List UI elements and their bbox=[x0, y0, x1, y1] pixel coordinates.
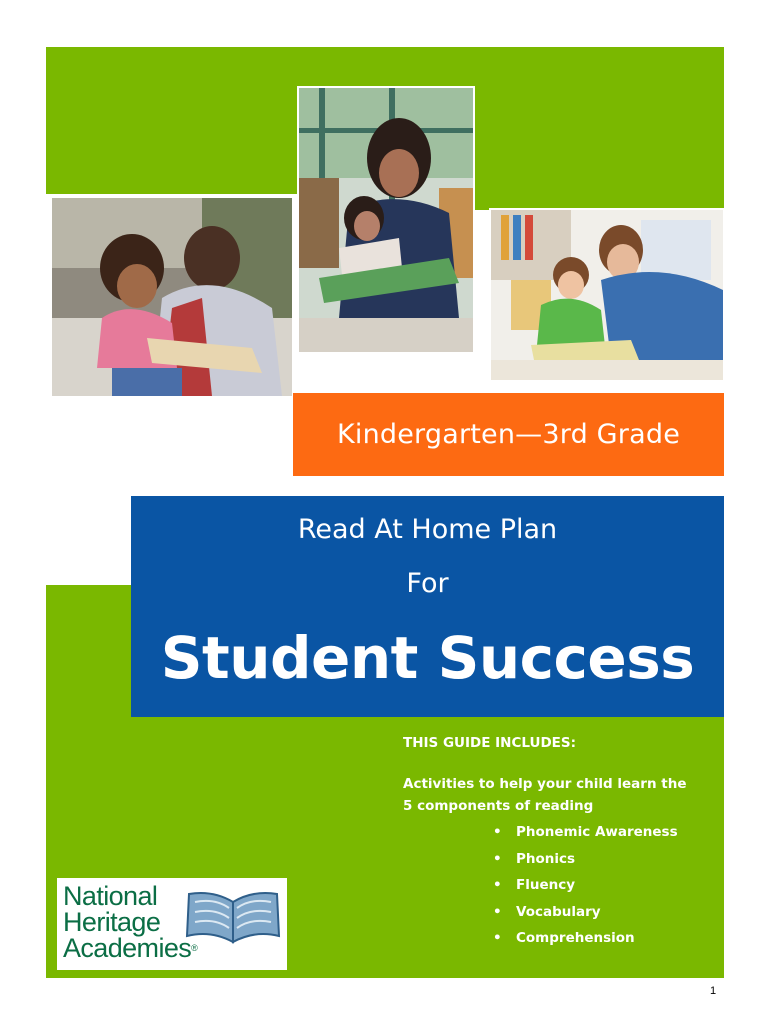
logo-wordmark bbox=[63, 883, 197, 961]
list-item: • Vocabulary bbox=[493, 899, 713, 926]
guide-heading: THIS GUIDE INCLUDES: bbox=[403, 735, 577, 751]
registered-mark: ® bbox=[191, 943, 198, 953]
reading-components-list bbox=[403, 819, 713, 952]
guide-intro: Activities to help your child learn the 5 components of reading bbox=[403, 776, 687, 814]
list-item: • Phonemic Awareness bbox=[493, 819, 713, 846]
father-and-daughter-reading-photo bbox=[50, 196, 294, 398]
title-block bbox=[131, 496, 724, 717]
title-student-success: Student Success bbox=[160, 624, 695, 692]
title-line-read-at-home: Read At Home Plan bbox=[297, 514, 558, 545]
green-accent-strip bbox=[470, 190, 724, 210]
list-item: • Phonics bbox=[493, 846, 713, 873]
title-line-for: For bbox=[406, 568, 449, 599]
page-number: 1 bbox=[710, 985, 717, 997]
mother-and-toddler-reading-photo bbox=[297, 86, 475, 354]
logo-line-academies: Academies® bbox=[63, 933, 198, 963]
list-item: • Fluency bbox=[493, 872, 713, 899]
father-and-son-reading-photo bbox=[489, 208, 725, 382]
national-heritage-academies-logo bbox=[57, 878, 287, 970]
guide-includes-section bbox=[403, 735, 713, 952]
logo-line-heritage: Heritage bbox=[63, 907, 161, 937]
list-item: • Comprehension bbox=[493, 925, 713, 952]
grade-banner bbox=[293, 393, 724, 476]
grade-range-text: Kindergarten—3rd Grade bbox=[336, 419, 681, 450]
logo-line-national: National bbox=[63, 881, 158, 911]
open-book-icon bbox=[183, 884, 283, 946]
